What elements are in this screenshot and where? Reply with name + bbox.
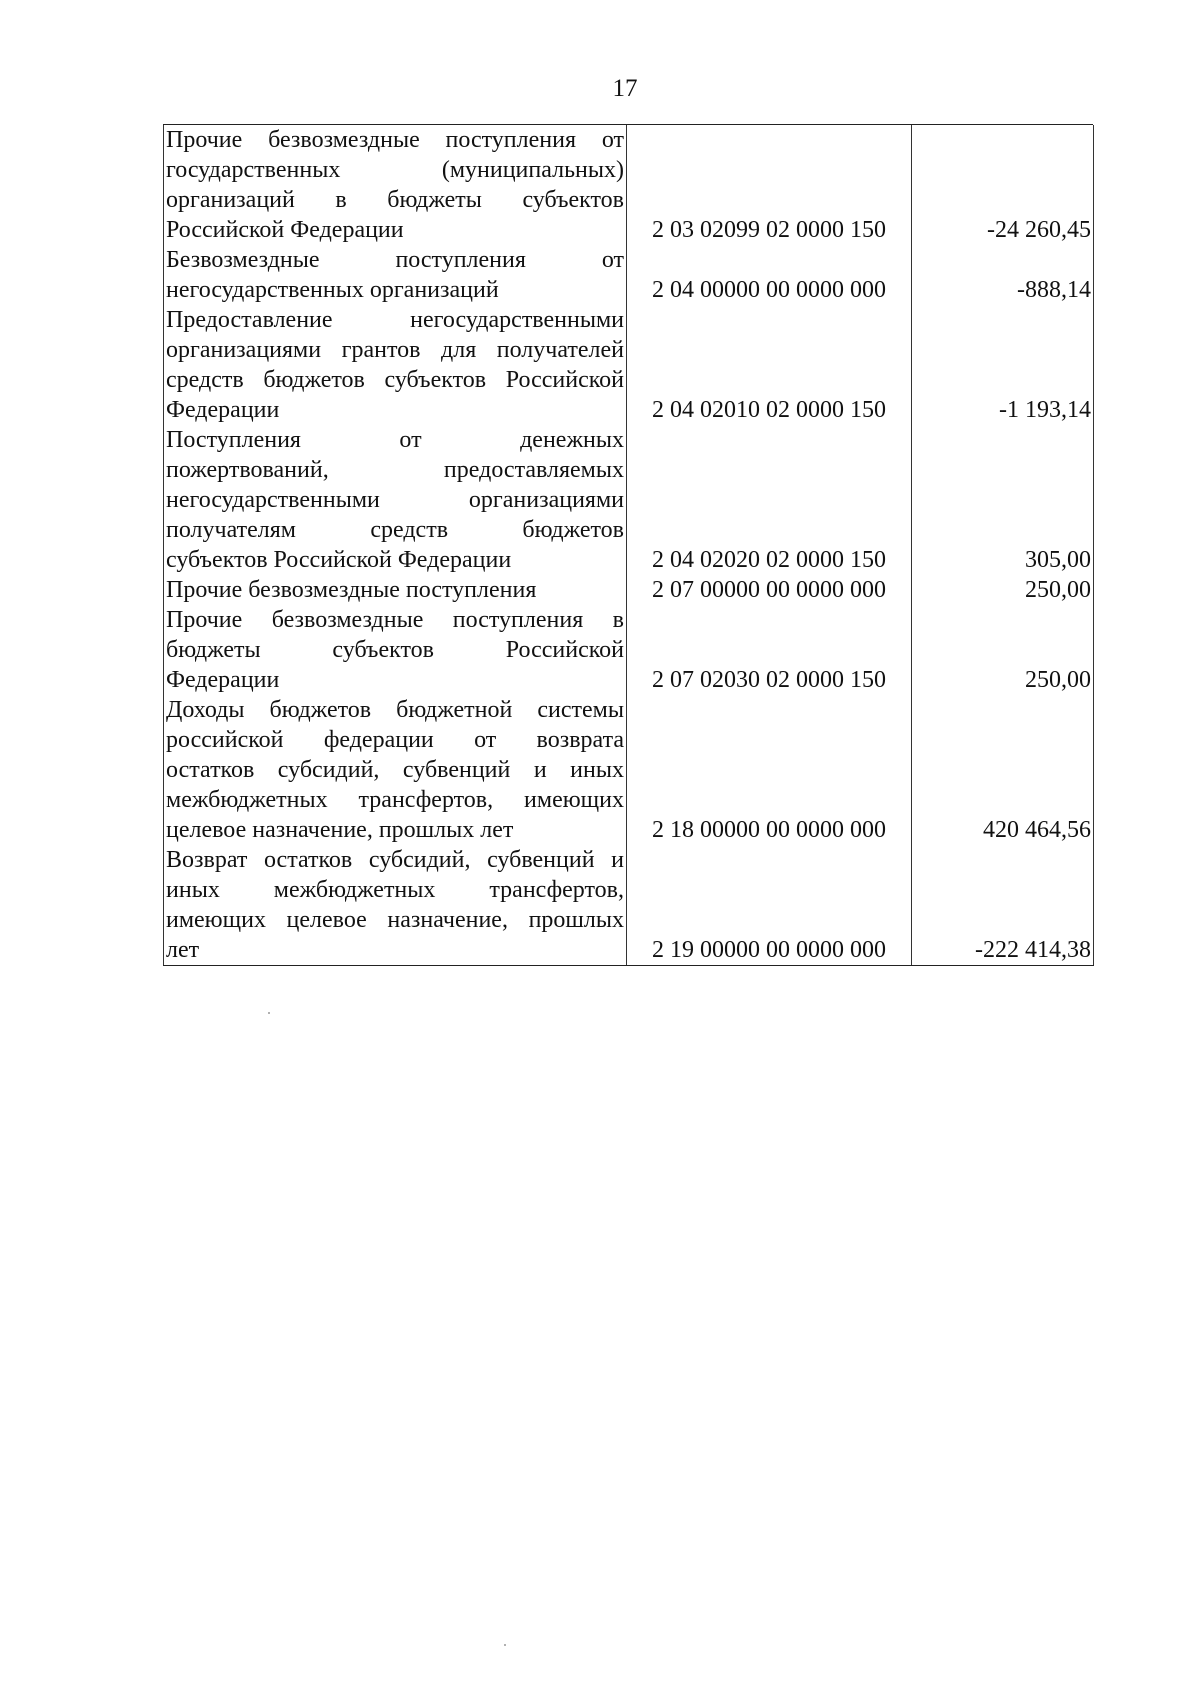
table-row	[164, 125, 1094, 245]
revenue-name-line: Безвозмездные поступления от	[166, 247, 624, 273]
budget-code-cell: 2 04 00000 00 0000 000	[627, 245, 912, 305]
revenue-name-line: Федерации	[166, 397, 280, 423]
budget-code-cell: 2 03 02099 02 0000 150	[627, 125, 912, 245]
revenue-name-line: Прочие безвозмездные поступления	[166, 577, 537, 603]
revenue-name-line: организаций в бюджеты субъектов	[166, 187, 624, 213]
budget-code-cell: 2 18 00000 00 0000 000	[627, 695, 912, 845]
revenue-name-cell	[164, 245, 627, 305]
amount-cell: 420 464,56	[912, 695, 1094, 845]
revenue-name-cell	[164, 605, 627, 695]
revenue-name-line: негосударственными организациями	[166, 487, 624, 513]
budget-revenue-table	[163, 125, 1094, 966]
amount-cell: 305,00	[912, 425, 1094, 575]
table-row	[164, 245, 1094, 305]
revenue-name-line: иных межбюджетных трансфертов,	[166, 877, 624, 903]
table-row	[164, 305, 1094, 425]
revenue-name-line: Российской Федерации	[166, 217, 404, 243]
table-row	[164, 695, 1094, 845]
revenue-name-line: Поступления от денежных	[166, 427, 624, 453]
revenue-name-line: лет	[166, 937, 200, 963]
revenue-name-line: бюджеты субъектов Российской	[166, 637, 624, 663]
revenue-name-cell	[164, 575, 627, 605]
budget-code-cell: 2 07 02030 02 0000 150	[627, 605, 912, 695]
revenue-name-line: Федерации	[166, 667, 280, 693]
revenue-name-line: межбюджетных трансфертов, имеющих	[166, 787, 624, 813]
revenue-name-line: целевое назначение, прошлых лет	[166, 817, 514, 843]
budget-code-cell: 2 19 00000 00 0000 000	[627, 845, 912, 966]
revenue-name-cell	[164, 125, 627, 245]
revenue-name-cell	[164, 695, 627, 845]
amount-cell: -888,14	[912, 245, 1094, 305]
revenue-name-line: остатков субсидий, субвенций и иных	[166, 757, 624, 783]
revenue-name-line: российской федерации от возврата	[166, 727, 624, 753]
table-row	[164, 605, 1094, 695]
amount-cell: -24 260,45	[912, 125, 1094, 245]
budget-table-container	[163, 125, 1094, 966]
revenue-name-line: получателям средств бюджетов	[166, 517, 624, 543]
revenue-name-line: Предоставление негосударственными	[166, 307, 624, 333]
budget-code-cell: 2 04 02020 02 0000 150	[627, 425, 912, 575]
table-body	[164, 125, 1094, 966]
revenue-name-line: субъектов Российской Федерации	[166, 547, 512, 573]
revenue-name-line: государственных (муниципальных)	[166, 157, 624, 183]
revenue-name-cell	[164, 425, 627, 575]
amount-cell: 250,00	[912, 605, 1094, 695]
budget-code-cell: 2 07 00000 00 0000 000	[627, 575, 912, 605]
budget-code-cell: 2 04 02010 02 0000 150	[627, 305, 912, 425]
amount-cell: -222 414,38	[912, 845, 1094, 966]
revenue-name-cell	[164, 845, 627, 966]
amount-cell: 250,00	[912, 575, 1094, 605]
revenue-name-line: имеющих целевое назначение, прошлых	[166, 907, 624, 933]
scan-speck	[504, 1644, 506, 1646]
revenue-name-line: Доходы бюджетов бюджетной системы	[166, 697, 624, 723]
amount-cell: -1 193,14	[912, 305, 1094, 425]
page-number: 17	[612, 75, 638, 102]
table-row	[164, 575, 1094, 605]
table-row	[164, 425, 1094, 575]
revenue-name-line: негосударственных организаций	[166, 277, 499, 303]
revenue-name-line: пожертвований, предоставляемых	[166, 457, 624, 483]
scan-speck	[268, 1012, 270, 1014]
revenue-name-line: Прочие безвозмездные поступления от	[166, 127, 624, 153]
revenue-name-cell	[164, 305, 627, 425]
revenue-name-line: средств бюджетов субъектов Российской	[166, 367, 624, 393]
revenue-name-line: организациями грантов для получателей	[166, 337, 624, 363]
revenue-name-line: Прочие безвозмездные поступления в	[166, 607, 624, 633]
table-row	[164, 845, 1094, 966]
revenue-name-line: Возврат остатков субсидий, субвенций и	[166, 847, 624, 873]
